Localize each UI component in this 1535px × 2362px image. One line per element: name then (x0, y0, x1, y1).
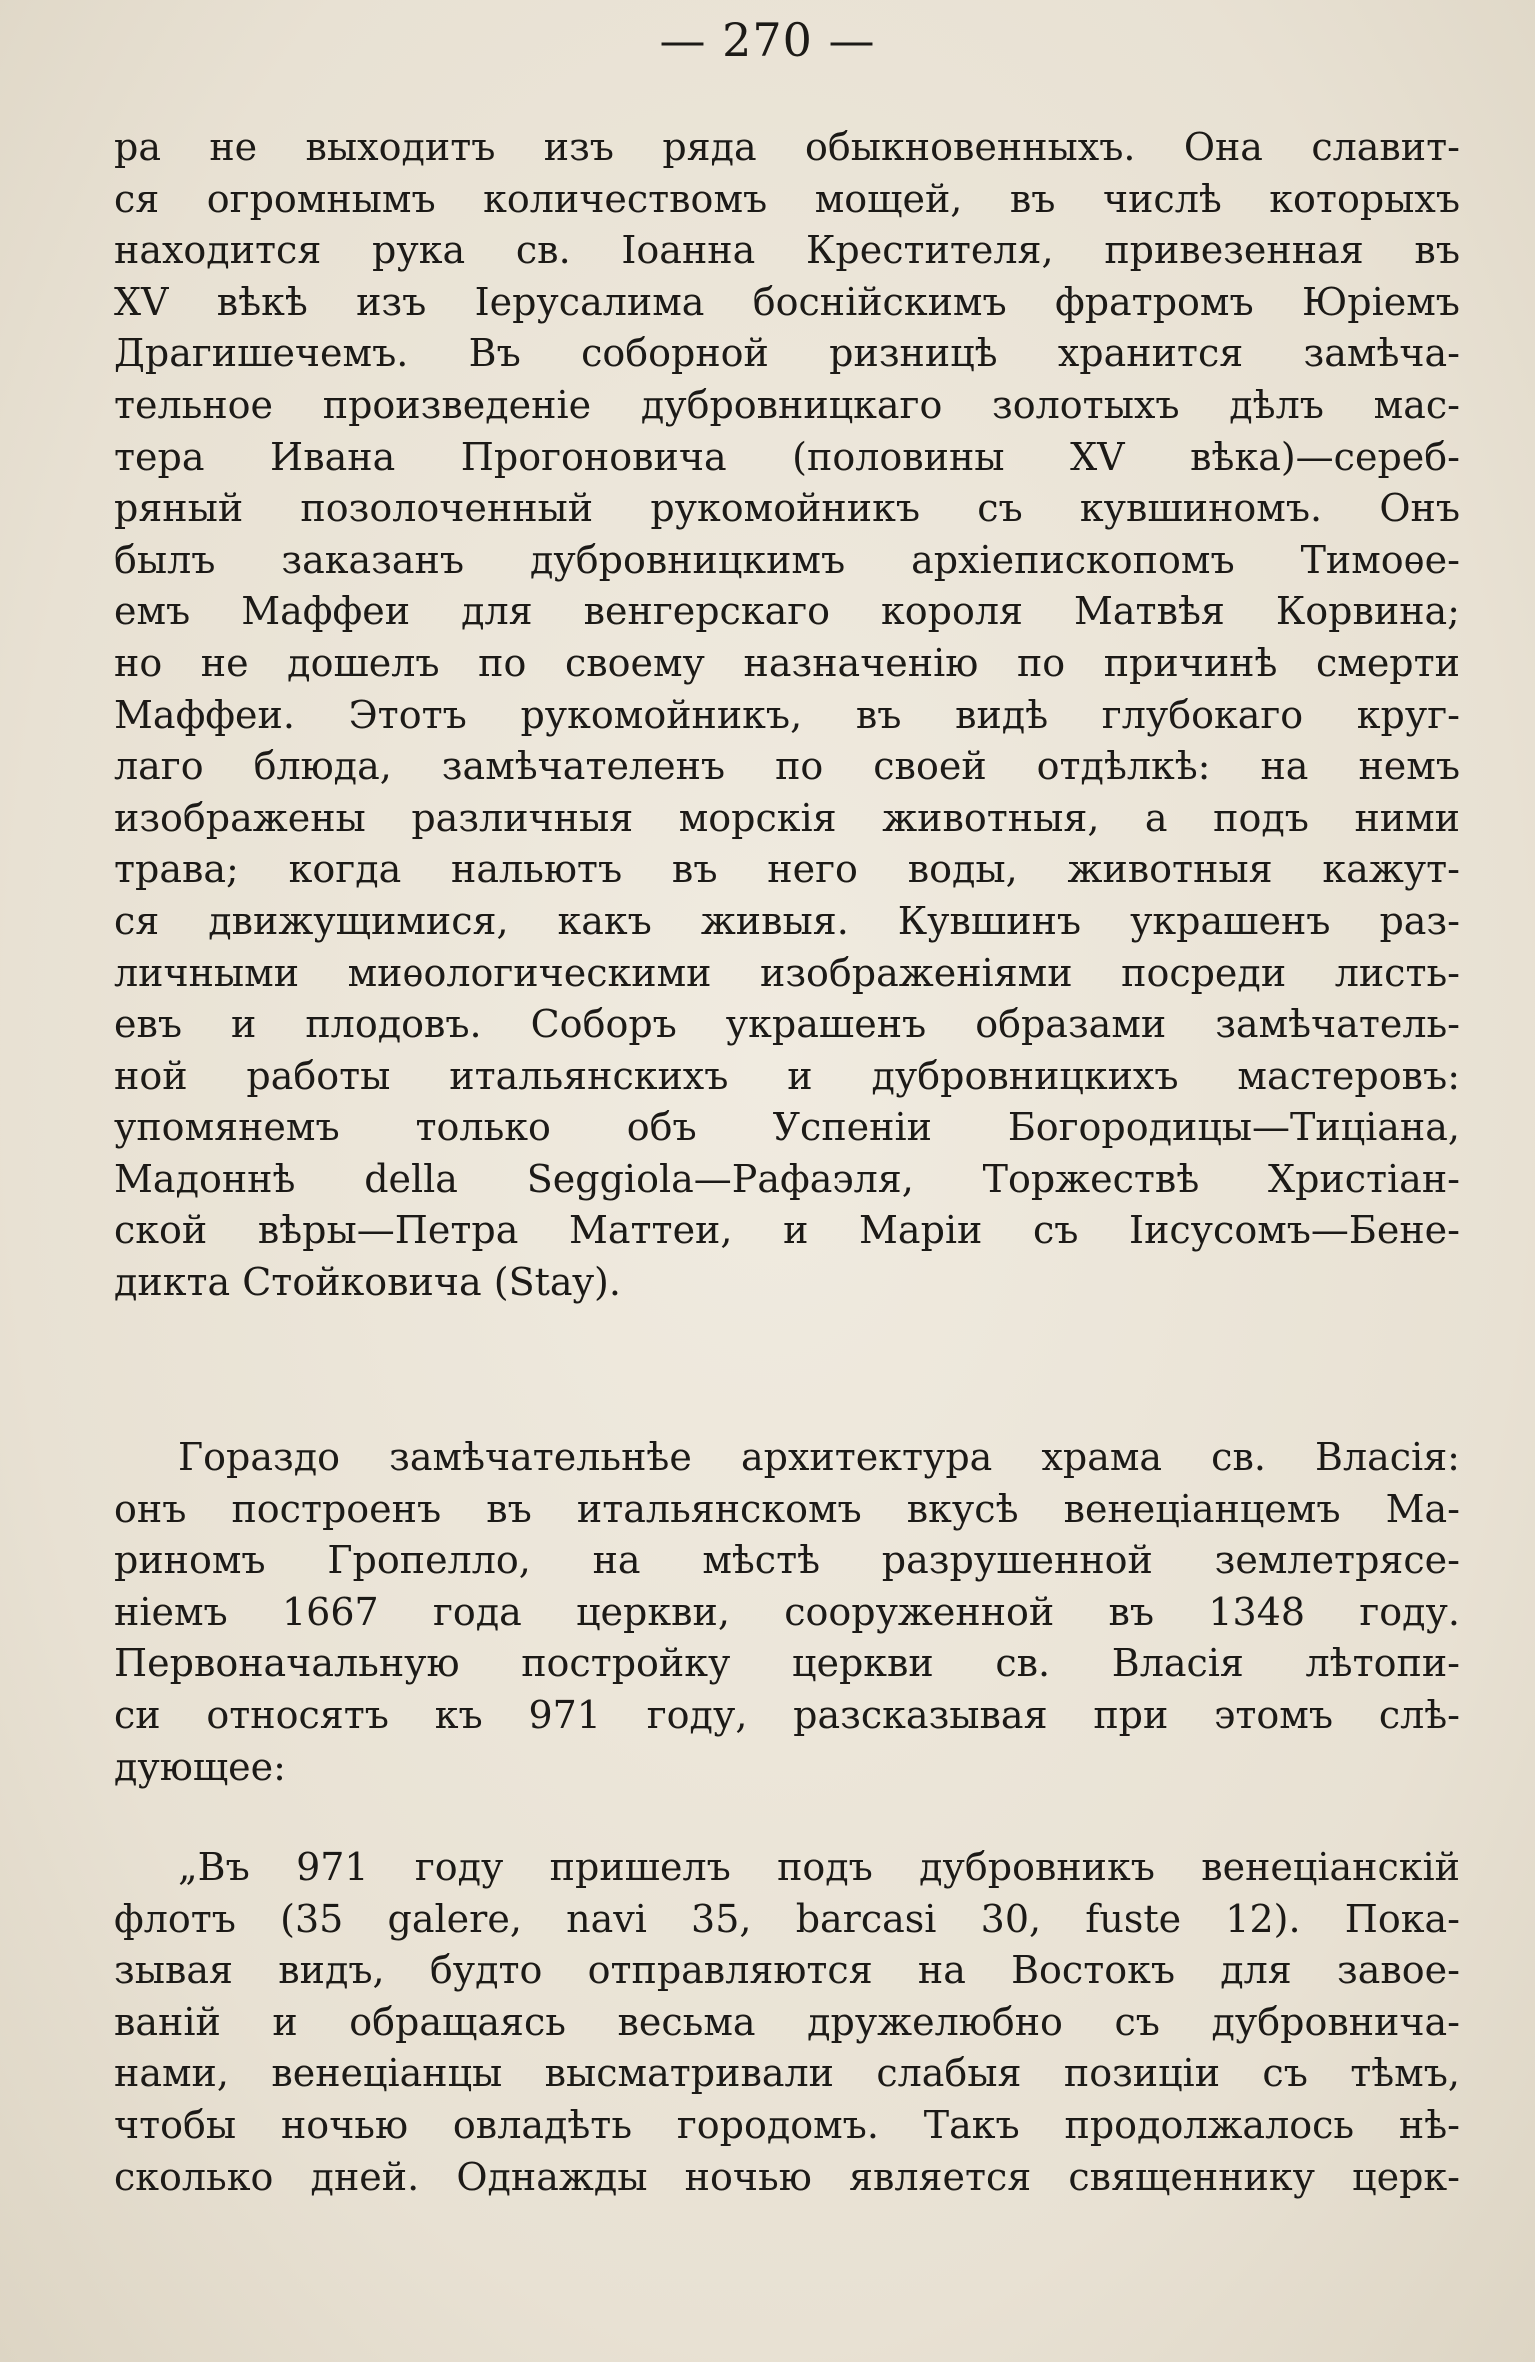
text-line: зывая видъ, будто отправляются на Востокъ для завое- (114, 1948, 1460, 1993)
page-number: — 270 — (659, 13, 876, 67)
text-line: риномъ Гропелло, на мѣстѣ разрушенной землетрясе- (114, 1538, 1460, 1583)
text-line: тера Ивана Прогоновича (половины XV вѣка)—сереб- (114, 434, 1460, 479)
text-line: „Въ 971 году пришелъ подъ дубровникъ венеціанскій (178, 1845, 1460, 1889)
text-line: Драгишечемъ. Въ соборной ризницѣ хранится замѣча- (114, 331, 1460, 376)
text-line: евъ и плодовъ. Соборъ украшенъ образами замѣчатель- (114, 1002, 1460, 1047)
text-line: Первоначальную постройку церкви св. Власія лѣтопи- (114, 1641, 1460, 1686)
text-line: онъ построенъ въ итальянскомъ вкусѣ венеціанцемъ Ма- (114, 1486, 1460, 1531)
text-line: лаго блюда, замѣчателенъ по своей отдѣлкѣ: на немъ (114, 744, 1460, 789)
text-line: былъ заказанъ дубровницкимъ архіепископомъ Тимоѳе- (114, 537, 1460, 582)
text-line: чтобы ночью овладѣть городомъ. Такъ продолжалось нѣ- (114, 2102, 1460, 2147)
paragraph-st-blaise (114, 1432, 1460, 1793)
text-line: трава; когда нальютъ въ него воды, животныя кажут- (114, 847, 1460, 892)
text-line: дикта Стойковича (Stay). (114, 1260, 621, 1305)
text-line: Мадоннѣ della Seggiola—Рафаэля, Торжествѣ Христіан- (114, 1156, 1460, 1201)
text-line: емъ Маффеи для венгерскаго короля Матвѣя Корвина; (114, 589, 1460, 634)
text-line: но не дошелъ по своему назначенію по причинѣ смерти (114, 640, 1460, 685)
text-line: ской вѣры—Петра Маттеи, и Маріи съ Іисусомъ—Бене- (114, 1208, 1460, 1253)
text-line: флотъ (35 galere, navi 35, barcasi 30, fuste 12). Пока- (114, 1896, 1460, 1941)
text-line: изображены различныя морскія животныя, а подъ ними (114, 795, 1460, 840)
text-line: XV вѣкѣ изъ Іерусалима боснійскимъ фратромъ Юріемъ (114, 279, 1460, 324)
text-line: си относятъ къ 971 году, разсказывая при этомъ слѣ- (114, 1692, 1460, 1737)
paragraph-chronicle-quote (114, 1842, 1460, 2203)
text-line: упомянемъ только объ Успеніи Богородицы—Тиціана, (114, 1105, 1460, 1150)
text-line: находится рука св. Іоанна Крестителя, привезенная въ (114, 228, 1460, 273)
text-line: сколько дней. Однажды ночью является священнику церк- (114, 2154, 1460, 2199)
text-line: ся огромнымъ количествомъ мощей, въ числѣ которыхъ (114, 176, 1460, 221)
text-line: нами, венеціанцы высматривали слабыя позиціи съ тѣмъ, (114, 2051, 1460, 2096)
text-line: ся движущимися, какъ живыя. Кувшинъ украшенъ раз- (114, 898, 1460, 943)
text-line: ра не выходитъ изъ ряда обыкновенныхъ. Она славит- (114, 125, 1460, 169)
paragraph-cathedral (114, 122, 1460, 1309)
text-line: ніемъ 1667 года церкви, сооруженной въ 1348 году. (114, 1589, 1460, 1634)
text-line: Маффеи. Этотъ рукомойникъ, въ видѣ глубокаго круг- (114, 692, 1460, 737)
text-line: Гораздо замѣчательнѣе архитектура храма св. Власія: (178, 1435, 1460, 1479)
text-line: тельное произведеніе дубровницкаго золотыхъ дѣлъ мас- (114, 382, 1460, 427)
text-line: дующее: (114, 1744, 286, 1789)
text-line: ваній и обращаясь весьма дружелюбно съ дубровнича- (114, 1999, 1460, 2044)
text-line: личными миѳологическими изображеніями посреди листь- (114, 950, 1460, 995)
text-line: ряный позолоченный рукомойникъ съ кувшиномъ. Онъ (114, 486, 1460, 531)
text-line: ной работы итальянскихъ и дубровницкихъ мастеровъ: (114, 1053, 1460, 1098)
